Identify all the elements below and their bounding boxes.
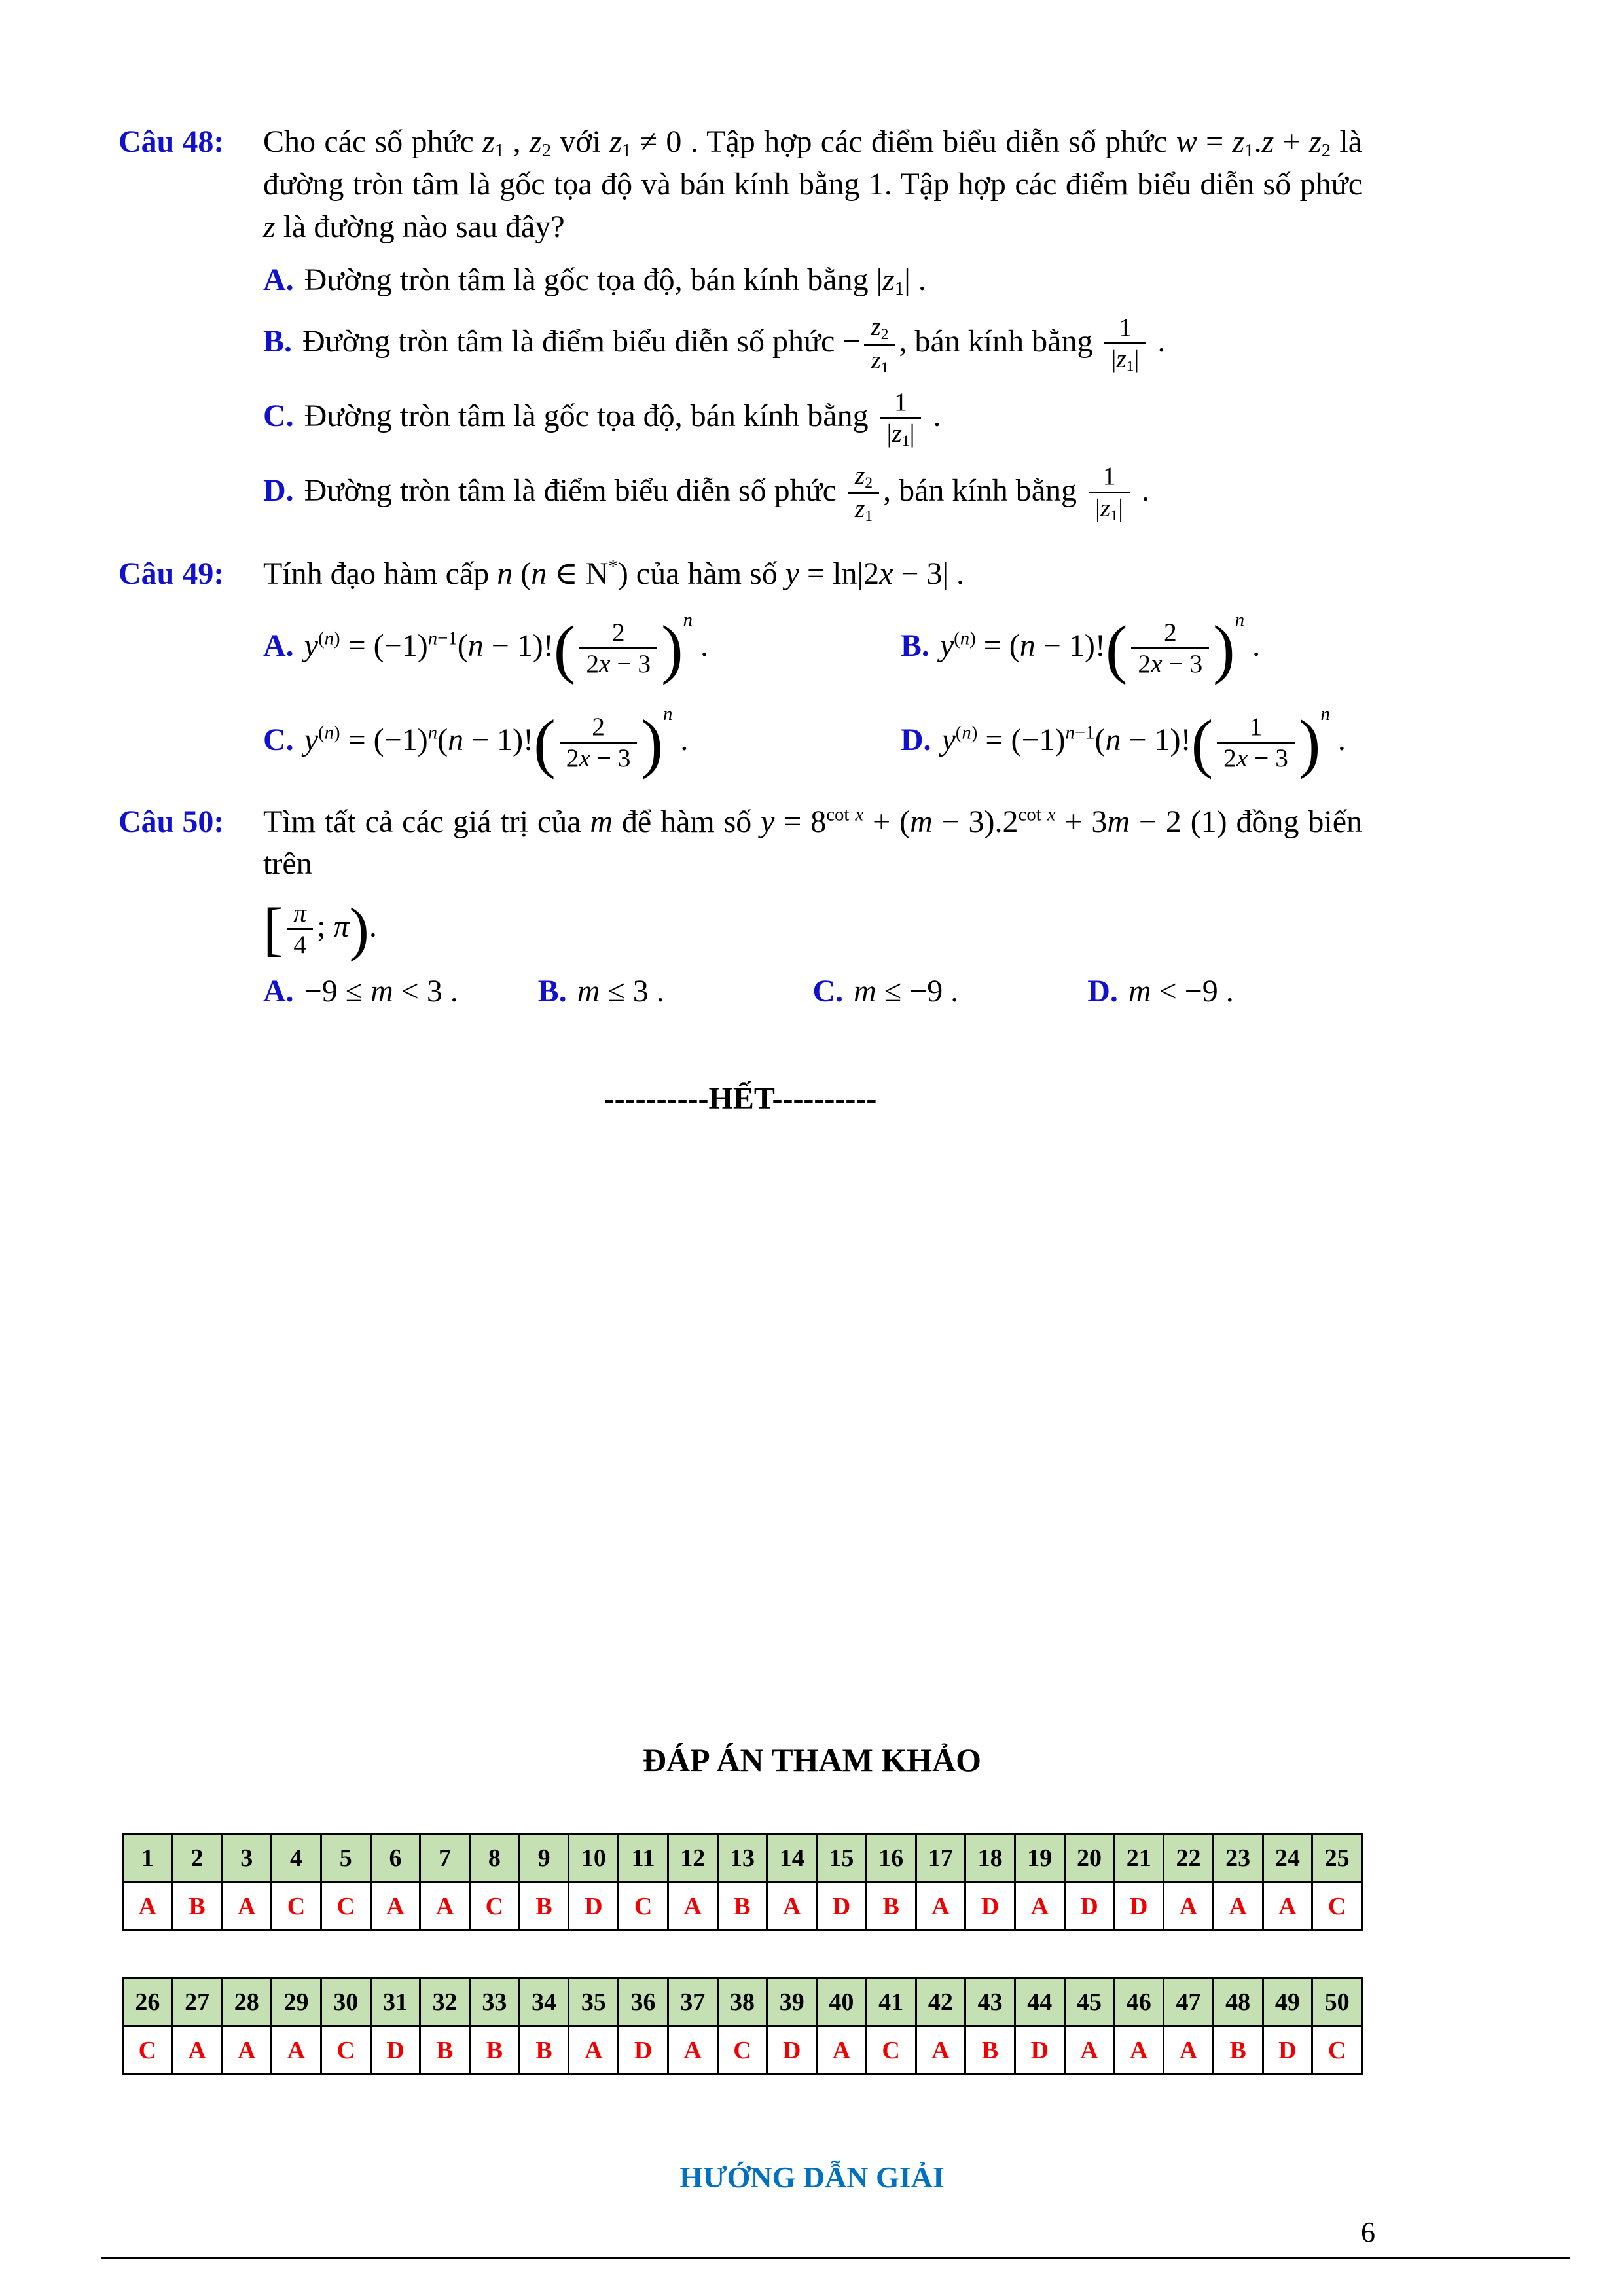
answer-letter-cell: B	[520, 1883, 570, 1931]
question-48	[118, 121, 1362, 526]
answer-letter-cell: D	[1066, 1883, 1115, 1931]
question-48-options	[263, 259, 1362, 526]
answer-letter-cell: C	[867, 2027, 917, 2075]
question-number-cell: 42	[917, 1979, 967, 2027]
question-49-text: Tính đạo hàm cấp n (n ∈ N*) của hàm số y = ln|2x − 3| .	[263, 556, 965, 592]
answer-letter-cell: A	[569, 2027, 619, 2075]
answer-letter-cell: B	[1214, 2027, 1264, 2075]
question-49-options	[263, 607, 1362, 780]
end-marker: ----------HẾT----------	[604, 1081, 877, 1117]
answer-letter-cell: A	[1164, 1883, 1214, 1931]
answer-letter-cell: C	[1313, 1883, 1363, 1931]
answer-option	[263, 461, 1362, 526]
answer-letter-cell: A	[917, 2027, 967, 2075]
answer-table-26-50	[122, 1977, 1363, 2075]
question-50-label: Câu 50:	[118, 804, 225, 839]
question-48-head	[118, 121, 1362, 249]
question-50	[118, 801, 1362, 1013]
option-letter: A.	[263, 628, 294, 663]
answer-table-2-answers-row	[124, 2027, 1363, 2075]
answer-option	[263, 259, 1362, 302]
answer-letter-cell: A	[818, 2027, 867, 2075]
answer-letter-cell: A	[1214, 1883, 1264, 1931]
question-50-head	[118, 801, 1362, 886]
answer-letter-cell: D	[966, 1883, 1016, 1931]
question-48-label: Câu 48:	[118, 124, 225, 159]
question-number-cell: 49	[1264, 1979, 1314, 2027]
option-text: $y^{(n)} = (n - 1)$!( $\frac{2}{2x - 3}$ )$^n$ .	[939, 609, 1261, 685]
question-number-cell: 13	[719, 1835, 768, 1883]
question-number-cell: 19	[1016, 1835, 1066, 1883]
question-number-cell: 1	[124, 1835, 173, 1883]
question-number-cell: 7	[421, 1835, 471, 1883]
option-text: m ≤ 3 .	[577, 973, 664, 1009]
answer-letter-cell: A	[223, 2027, 272, 2075]
option-text: −9 ≤ m < 3 .	[304, 973, 458, 1009]
option-letter: D.	[263, 473, 294, 508]
answer-letter-cell: A	[669, 1883, 719, 1931]
question-49-head	[118, 553, 1362, 596]
question-number-cell: 27	[173, 1979, 223, 2027]
question-number-cell: 22	[1164, 1835, 1214, 1883]
answer-letter-cell: A	[1264, 1883, 1314, 1931]
option-text: Đường tròn tâm là gốc tọa độ, bán kính bằng $\frac{1}{|z_1|}$ .	[304, 387, 941, 450]
answer-letter-cell: C	[322, 1883, 372, 1931]
question-48-text: Cho các số phức $z_1$ , $z_2$ với $z_1 \ne 0$ . Tập hợp các điểm biểu diễn số phức $w = z_1.z + z_2$ là đường tròn tâm là gốc tọa độ và bán kính bằng 1. Tập hợp các điểm biểu diễn số phức z là đường nào sau đây?	[263, 124, 1363, 244]
answer-letter-cell: A	[768, 1883, 818, 1931]
question-number-cell: 43	[966, 1979, 1016, 2027]
question-number-cell: 5	[322, 1835, 372, 1883]
answer-letter-cell: C	[719, 2027, 768, 2075]
answer-letter-cell: C	[619, 1883, 669, 1931]
question-number-cell: 47	[1164, 1979, 1214, 2027]
answer-letter-cell: D	[1016, 2027, 1066, 2075]
question-number-cell: 14	[768, 1835, 818, 1883]
answer-letter-cell: A	[421, 1883, 471, 1931]
answer-letter-cell: C	[322, 2027, 372, 2075]
question-number-cell: 30	[322, 1979, 372, 2027]
solution-guide-title: HƯỚNG DẪN GIẢI	[679, 2161, 945, 2194]
answer-letter-cell: D	[768, 2027, 818, 2075]
answer-letter-cell: B	[471, 2027, 520, 2075]
option-text: m ≤ −9 .	[854, 973, 959, 1009]
question-number-cell: 32	[421, 1979, 471, 2027]
answer-letter-cell: A	[124, 1883, 173, 1931]
questions-section	[118, 121, 1362, 1121]
question-number-cell: 11	[619, 1835, 669, 1883]
question-number-cell: 25	[1313, 1835, 1363, 1883]
option-letter: D.	[900, 722, 931, 757]
answer-letter-cell: C	[124, 2027, 173, 2075]
question-49	[118, 553, 1362, 780]
option-text: $y^{(n)} = (-1)^{n-1}(n - 1)$!( $\frac{1}{2x - 3}$ )$^n$ .	[941, 703, 1346, 780]
option-letter: D.	[1087, 973, 1118, 1009]
question-number-cell: 39	[768, 1979, 818, 2027]
answer-option	[1087, 971, 1362, 1013]
question-number-cell: 31	[372, 1979, 422, 2027]
question-number-cell: 34	[520, 1979, 570, 2027]
question-number-cell: 35	[569, 1979, 619, 2027]
question-number-cell: 40	[818, 1979, 867, 2027]
answer-letter-cell: A	[272, 2027, 322, 2075]
answer-option	[813, 971, 1088, 1013]
answer-letter-cell: A	[1115, 2027, 1164, 2075]
question-number-cell: 16	[867, 1835, 917, 1883]
question-number-cell: 6	[372, 1835, 422, 1883]
question-number-cell: 29	[272, 1979, 322, 2027]
answer-option	[538, 971, 813, 1013]
answer-letter-cell: D	[818, 1883, 867, 1931]
answer-letter-cell: D	[619, 2027, 669, 2075]
question-number-cell: 37	[669, 1979, 719, 2027]
answer-key-title: ĐÁP ÁN THAM KHẢO	[642, 1742, 982, 1778]
answer-letter-cell: D	[1264, 2027, 1314, 2075]
answer-letter-cell: D	[372, 2027, 422, 2075]
answer-option	[900, 607, 1362, 685]
question-50-interval: [ $\frac{\pi}{4}$ ; π).	[263, 895, 377, 962]
answer-letter-cell: A	[372, 1883, 422, 1931]
page-number: 6	[1361, 2216, 1375, 2248]
question-number-cell: 2	[173, 1835, 223, 1883]
answer-letter-cell: A	[1164, 2027, 1214, 2075]
question-number-cell: 20	[1066, 1835, 1115, 1883]
option-text: m < −9 .	[1128, 973, 1234, 1009]
answer-letter-cell: A	[1066, 2027, 1115, 2075]
question-number-cell: 23	[1214, 1835, 1264, 1883]
question-number-cell: 48	[1214, 1979, 1264, 2027]
option-text: $y^{(n)} = (-1)^n(n - 1)$!( $\frac{2}{2x - 3}$ )$^n$ .	[304, 703, 689, 780]
question-number-cell: 21	[1115, 1835, 1164, 1883]
question-number-cell: 44	[1016, 1979, 1066, 2027]
question-number-cell: 3	[223, 1835, 272, 1883]
question-number-cell: 45	[1066, 1979, 1115, 2027]
answer-table-1-25	[122, 1833, 1363, 1931]
answer-letter-cell: D	[569, 1883, 619, 1931]
answer-letter-cell: B	[520, 2027, 570, 2075]
question-number-cell: 12	[669, 1835, 719, 1883]
answer-letter-cell: B	[173, 1883, 223, 1931]
answer-letter-cell: B	[966, 2027, 1016, 2075]
option-text: Đường tròn tâm là điểm biểu diễn số phức − $\frac{z_2}{z_1}$ , bán kính bằng $\frac{1}{|z_1|}$ .	[302, 312, 1166, 376]
question-number-cell: 24	[1264, 1835, 1314, 1883]
question-number-cell: 28	[223, 1979, 272, 2027]
question-number-cell: 26	[124, 1979, 173, 2027]
answer-table-2-numbers-row	[124, 1979, 1363, 2027]
answer-letter-cell: D	[1115, 1883, 1164, 1931]
option-letter: A.	[263, 973, 294, 1009]
question-number-cell: 15	[818, 1835, 867, 1883]
option-text: Đường tròn tâm là gốc tọa độ, bán kính bằng $|z_1|$ .	[304, 262, 926, 299]
question-50-text: Tìm tất cả các giá trị của m để hàm số $y = 8^{cot x} + (m - 3).2^{cot x} + 3m - 2$ (1) đồng biến trên	[263, 804, 1363, 882]
answer-option	[900, 702, 1362, 780]
question-number-cell: 50	[1313, 1979, 1363, 2027]
question-number-cell: 9	[520, 1835, 570, 1883]
answer-letter-cell: C	[272, 1883, 322, 1931]
answer-letter-cell: A	[1016, 1883, 1066, 1931]
question-number-cell: 10	[569, 1835, 619, 1883]
answer-option	[263, 312, 1362, 377]
option-letter: C.	[812, 973, 844, 1009]
option-text: $y^{(n)} = (-1)^{n-1}(n - 1)$!( $\frac{2}{2x - 3}$ )$^n$ .	[304, 609, 709, 685]
answer-letter-cell: C	[471, 1883, 520, 1931]
answer-table-1-answers-row	[124, 1883, 1363, 1931]
option-letter: C.	[263, 722, 294, 757]
answer-option	[263, 702, 901, 780]
footer-divider	[101, 2257, 1570, 2259]
question-number-cell: 36	[619, 1979, 669, 2027]
answer-table-1-numbers-row	[124, 1835, 1363, 1883]
answer-letter-cell: B	[867, 1883, 917, 1931]
question-50-options	[263, 971, 1362, 1013]
question-number-cell: 17	[917, 1835, 967, 1883]
option-text: Đường tròn tâm là điểm biểu diễn số phức $\frac{z_2}{z_1}$ , bán kính bằng $\frac{1}{|z_1|}$ .	[304, 461, 1149, 525]
option-letter: B.	[537, 973, 567, 1009]
answer-letter-cell: B	[421, 2027, 471, 2075]
option-letter: C.	[263, 398, 294, 433]
answer-option	[263, 607, 901, 685]
answer-letter-cell: A	[173, 2027, 223, 2075]
question-49-label: Câu 49:	[118, 556, 225, 592]
question-number-cell: 38	[719, 1979, 768, 2027]
option-letter: A.	[263, 262, 294, 297]
answer-letter-cell: A	[917, 1883, 967, 1931]
question-number-cell: 18	[966, 1835, 1016, 1883]
question-number-cell: 8	[471, 1835, 520, 1883]
answer-letter-cell: A	[669, 2027, 719, 2075]
answer-letter-cell: C	[1313, 2027, 1363, 2075]
option-letter: B.	[900, 628, 929, 663]
question-number-cell: 41	[867, 1979, 917, 2027]
question-number-cell: 4	[272, 1835, 322, 1883]
answer-letter-cell: B	[719, 1883, 768, 1931]
question-number-cell: 33	[471, 1979, 520, 2027]
answer-option	[263, 387, 1362, 450]
answer-option	[263, 971, 538, 1013]
option-letter: B.	[263, 324, 293, 359]
answer-letter-cell: A	[223, 1883, 272, 1931]
question-number-cell: 46	[1115, 1979, 1164, 2027]
